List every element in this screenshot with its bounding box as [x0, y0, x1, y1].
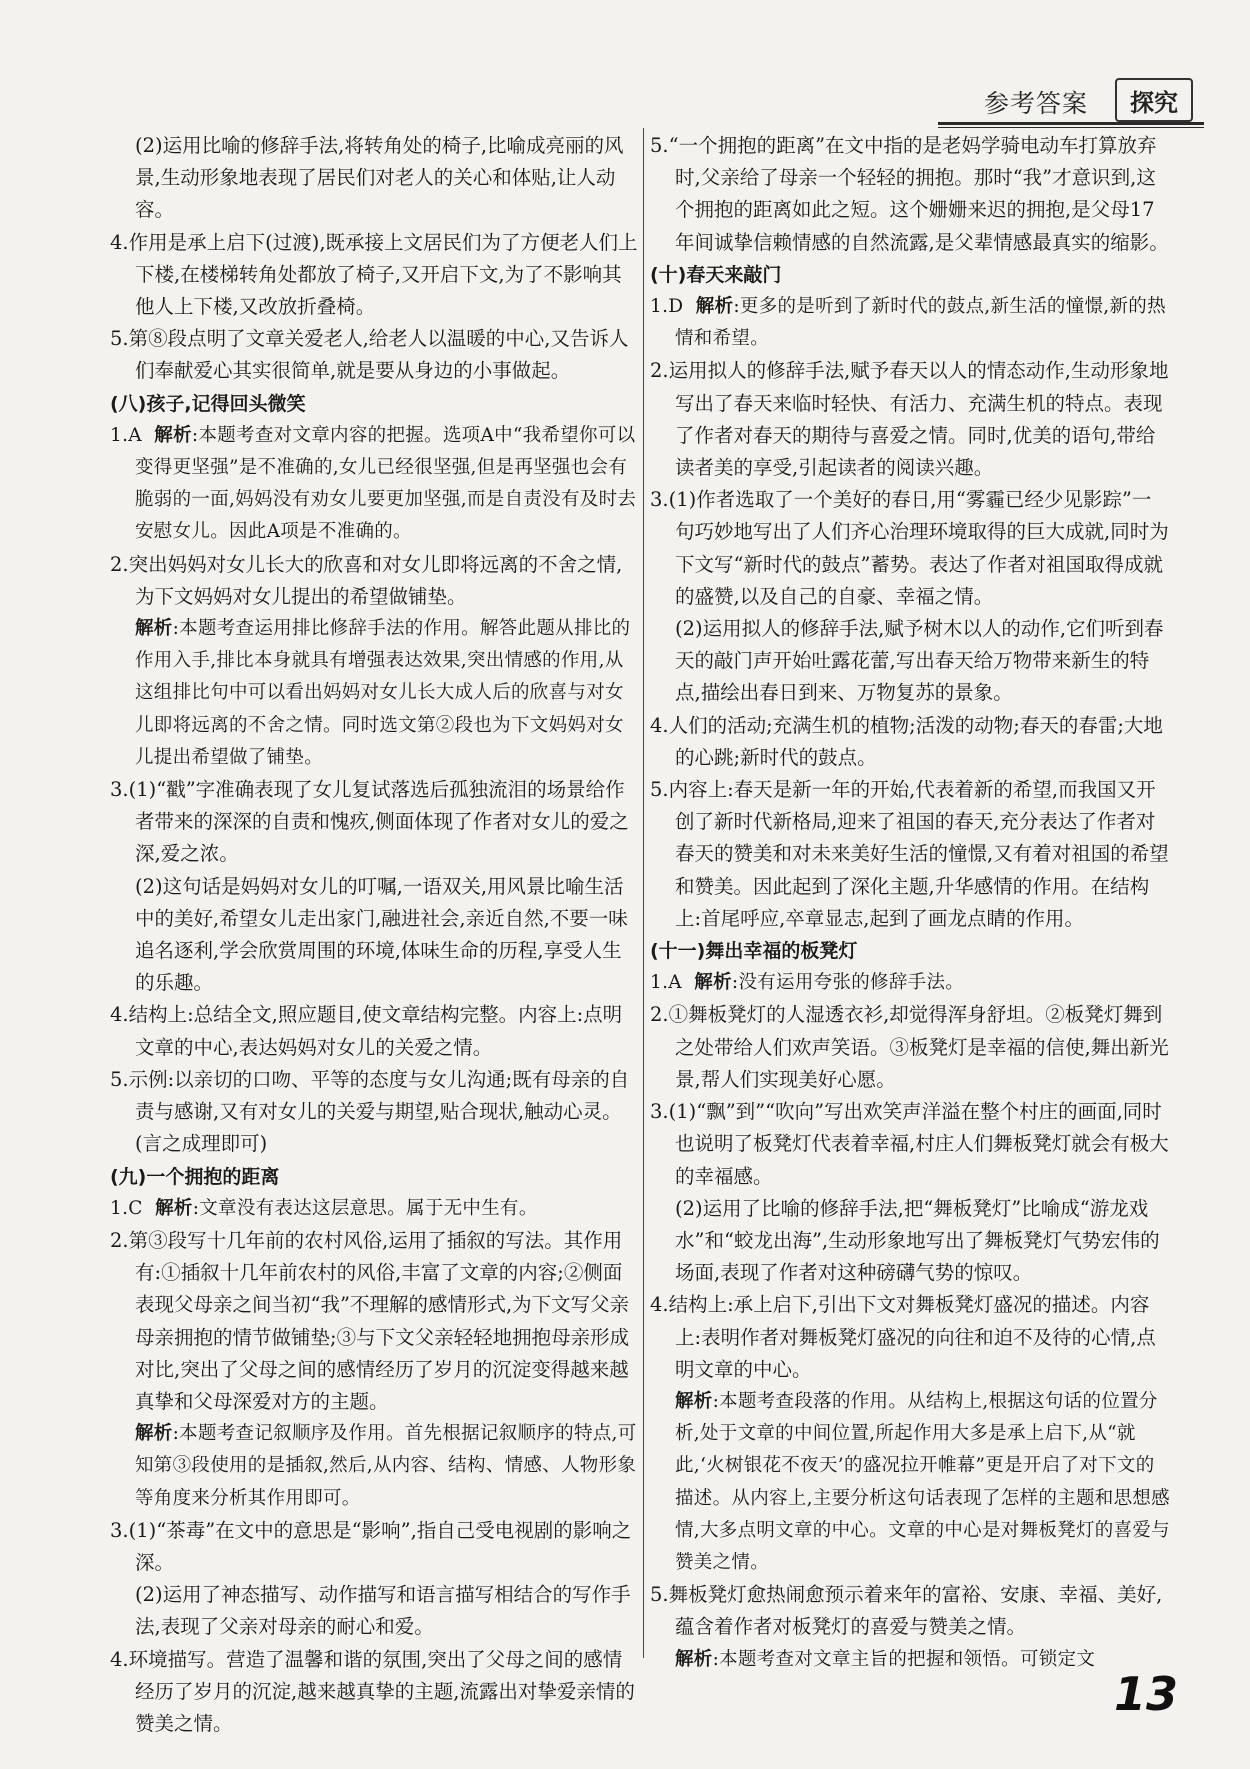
answer-text: (2)运用拟人的修辞手法,赋予树木以人的动作,它们听到春天的敲门声开始吐露花蕾,写出春天给万物带来新生的特点,描绘出春日到来、万物复苏的景象。	[675, 617, 1164, 705]
answer-item: 3.(1)“戳”字准确表现了女儿复试落选后孤独流泪的场景给作者带来的深深的自责和愧疚,侧面体现了作者对女儿的爱之深,爱之浓。	[110, 778, 629, 866]
header-rule-thin	[938, 127, 1204, 128]
analysis-text: :更多的是听到了新时代的鼓点,新生活的憧憬,新的热情和希望。	[675, 296, 1166, 350]
answer-choice: 1.C	[110, 1197, 143, 1219]
answer-item: 5.第⑧段点明了文章关爱老人,给老人以温暖的中心,又告诉人们奉献爱心其实很简单,就是要从身边的小事做起。	[110, 327, 629, 383]
analysis-text: :本题考查记叙顺序及作用。首先根据记叙顺序的特点,可知第③段使用的是插叙,然后,从内容、结构、情感、人物形象等角度来分析其作用即可。	[135, 1423, 637, 1509]
answer-item: 5.舞板凳灯愈热闹愈预示着来年的富裕、安康、幸福、美好,蕴含着作者对板凳灯的喜爱与赞美之情。	[650, 1583, 1163, 1639]
section-title: (八)孩子,记得回头微笑	[110, 392, 306, 415]
analysis-label: 解析	[695, 296, 734, 318]
analysis-block	[110, 613, 640, 774]
answer-item	[650, 291, 1170, 355]
answer-item	[110, 1193, 640, 1225]
analysis-label: 解析	[675, 1390, 713, 1412]
answer-item: 4.环境描写。营造了温馨和谐的氛围,突出了父母之间的感情经历了岁月的沉淀,越来越真挚的主题,流露出对挚爱亲情的赞美之情。	[110, 1647, 635, 1735]
answer-item: 2.运用拟人的修辞手法,赋予春天以人的情态动作,生动形象地写出了春天来临时轻快、有活力、充满生机的特点。表现了作者对春天的期待与喜爱之情。同时,优美的语句,带给读者美的享受,引起读者的阅读兴趣。	[650, 359, 1169, 480]
answer-item: 2.①舞板凳灯的人湿透衣衫,却觉得浑身舒坦。②板凳灯舞到之处带给人们欢声笑语。③板凳灯是幸福的信使,舞出新光景,帮人们实现美好心愿。	[650, 1003, 1169, 1091]
analysis-text: :文章没有表达这层意思。属于无中生有。	[192, 1197, 538, 1219]
answer-item	[110, 420, 640, 549]
analysis-label: 解析	[135, 618, 173, 640]
right-column	[650, 130, 1170, 1676]
column-divider	[643, 128, 644, 1658]
answer-text: (2)这句话是妈妈对女儿的叮嘱,一语双关,用风景比喻生活中的美好,希望女儿走出家门,融进社会,亲近自然,不要一味追名逐利,学会欣赏周围的环境,体味生命的历程,享受人生的乐趣。	[135, 874, 628, 995]
analysis-text: :本题考查对文章主旨的把握和领悟。可锁定文	[712, 1648, 1096, 1670]
answer-item: 2.第③段写十几年前的农村风俗,运用了插叙的写法。其作用有:①插叙十几年前农村的风俗,丰富了文章的内容;②侧面表现父母亲之间当初“我”不理解的感情形式,为下文写父亲母亲拥抱的情节做铺垫;③与下文父亲轻轻地拥抱母亲形成对比,突出了父母之间的感情经历了岁月的沉淀变得越来越真挚和父母深爱对方的主题。	[110, 1228, 630, 1413]
section-title: (九)一个拥抱的距离	[110, 1165, 280, 1188]
left-column	[110, 130, 640, 1740]
answer-item: 2.突出妈妈对女儿长大的欣喜和对女儿即将远离的不舍之情,为下文妈妈对女儿提出的希望做铺垫。	[110, 552, 623, 608]
section-title: (十)春天来敲门	[650, 263, 782, 286]
answer-item: 5.示例:以亲切的口吻、平等的态度与女儿沟通;既有母亲的自责与感谢,又有对女儿的关爱与期望,贴合现状,触动心灵。(言之成理即可)	[110, 1067, 630, 1156]
answer-item	[650, 967, 1170, 999]
page-number: 13	[1113, 1667, 1178, 1721]
analysis-block	[110, 1418, 640, 1515]
answer-choice: 1.D	[650, 296, 684, 318]
analysis-text: :本题考查段落的作用。从结构上,根据这句话的位置分析,处于文章的中间位置,所起作用大多是承上启下,从“就此,‘火树银花不夜天’的盛况拉开帷幕”更是开启了对下文的描述。从内容上,主要分析这句话表现了怎样的主题和思想感情,大多点明文章的中心。文章的中心是对舞板凳灯的喜爱与赞美之情。	[675, 1390, 1170, 1573]
answer-text: (2)运用了比喻的修辞手法,把“舞板凳灯”比喻成“游龙戏水”和“蛟龙出海”,生动形象地写出了舞板凳灯气势宏伟的场面,表现了作者对这种磅礴气势的惊叹。	[675, 1196, 1160, 1285]
analysis-block	[650, 1386, 1170, 1579]
analysis-label: 解析	[135, 1423, 173, 1445]
analysis-text: :没有运用夸张的修辞手法。	[731, 972, 965, 994]
answer-item: 4.结构上:承上启下,引出下文对舞板凳灯盛况的描述。内容上:表明作者对舞板凳灯盛况的向往和迫不及待的心情,点明文章的中心。	[650, 1293, 1156, 1381]
answer-choice: 1.A	[110, 424, 142, 446]
answer-item: 3.(1)“茶毒”在文中的意思是“影响”,指自己受电视剧的影响之深。	[110, 1518, 632, 1574]
answer-text: (2)运用比喻的修辞手法,将转角处的椅子,比喻成亮丽的风景,生动形象地表现了居民们对老人的关心和体贴,让人动容。	[135, 134, 624, 222]
answer-item: 5.内容上:春天是新一年的开始,代表着新的希望,而我国又开创了新时代新格局,迎来了祖国的春天,充分表达了作者对春天的赞美和对未来美好生活的憧憬,又有着对祖国的希望和赞美。因此起到了深化主题,升华感情的作用。在结构上:首尾呼应,卒章显志,起到了画龙点睛的作用。	[650, 778, 1169, 930]
analysis-label: 解析	[155, 1197, 193, 1219]
analysis-text: :本题考查运用排比修辞手法的作用。解答此题从排比的作用入手,排比本身就具有增强表达效果,突出情感的作用,从这组排比句中可以看出妈妈对女儿长大成人后的欣喜与对女儿即将远离的不舍之情。同时选文第②段也为下文妈妈对女儿提出希望做了铺垫。	[135, 618, 631, 768]
header-label: 参考答案	[984, 89, 1089, 118]
analysis-text: :本题考查对文章内容的把握。选项A中“我希望你可以变得更坚强”是不准确的,女儿已经很坚强,但是再坚强也会有脆弱的一面,妈妈没有劝女儿要更加坚强,而是自责没有及时去安慰女儿。因此A项是不准确的。	[135, 424, 637, 543]
answer-item: 3.(1)作者选取了一个美好的春日,用“雾霾已经少见影踪”一句巧妙地写出了人们齐心治理环境取得的巨大成就,同时为下文写“新时代的鼓点”蓄势。表达了作者对祖国取得成就的盛赞,以及自己的自豪、幸福之情。	[650, 488, 1169, 608]
analysis-label: 解析	[694, 972, 732, 994]
answer-item: 4.作用是承上启下(过渡),既承接上文居民们为了方便老人们上下楼,在楼梯转角处都放了椅子,又开启下文,为了不影响其他人上下楼,又改放折叠椅。	[110, 230, 638, 319]
answer-item: 4.人们的活动;充满生机的植物;活泼的动物;春天的春雷;大地的心跳;新时代的鼓点。	[650, 713, 1163, 769]
analysis-label: 解析	[675, 1648, 713, 1670]
answer-item: 5.“一个拥抱的距离”在文中指的是老妈学骑电动车打算放弃时,父亲给了母亲一个轻轻的拥抱。那时“我”才意识到,这个拥抱的距离如此之短。这个姗姗来迟的拥抱,是父母17年间诚挚信赖情感的自然流露,是父辈情感最真实的缩影。	[650, 134, 1169, 254]
section-title: (十一)舞出幸福的板凳灯	[650, 940, 858, 963]
analysis-label: 解析	[154, 424, 192, 446]
answer-text: (2)运用了神态描写、动作描写和语言描写相结合的写作手法,表现了父亲对母亲的耐心和爱。	[135, 1583, 631, 1639]
page-header	[970, 78, 1202, 122]
brand-logo: 探究	[1115, 78, 1193, 122]
header-rule	[938, 122, 1204, 125]
answer-choice: 1.A	[650, 972, 682, 994]
analysis-block	[650, 1644, 1170, 1676]
answer-item: 3.(1)“飘”到”“吹向”写出欢笑声洋溢在整个村庄的画面,同时也说明了板凳灯代表着幸福,村庄人们舞板凳灯就会有极大的幸福感。	[650, 1100, 1169, 1188]
answer-item: 4.结构上:总结全文,照应题目,使文章结构完整。内容上:点明文章的中心,表达妈妈对女儿的关爱之情。	[110, 1003, 623, 1059]
